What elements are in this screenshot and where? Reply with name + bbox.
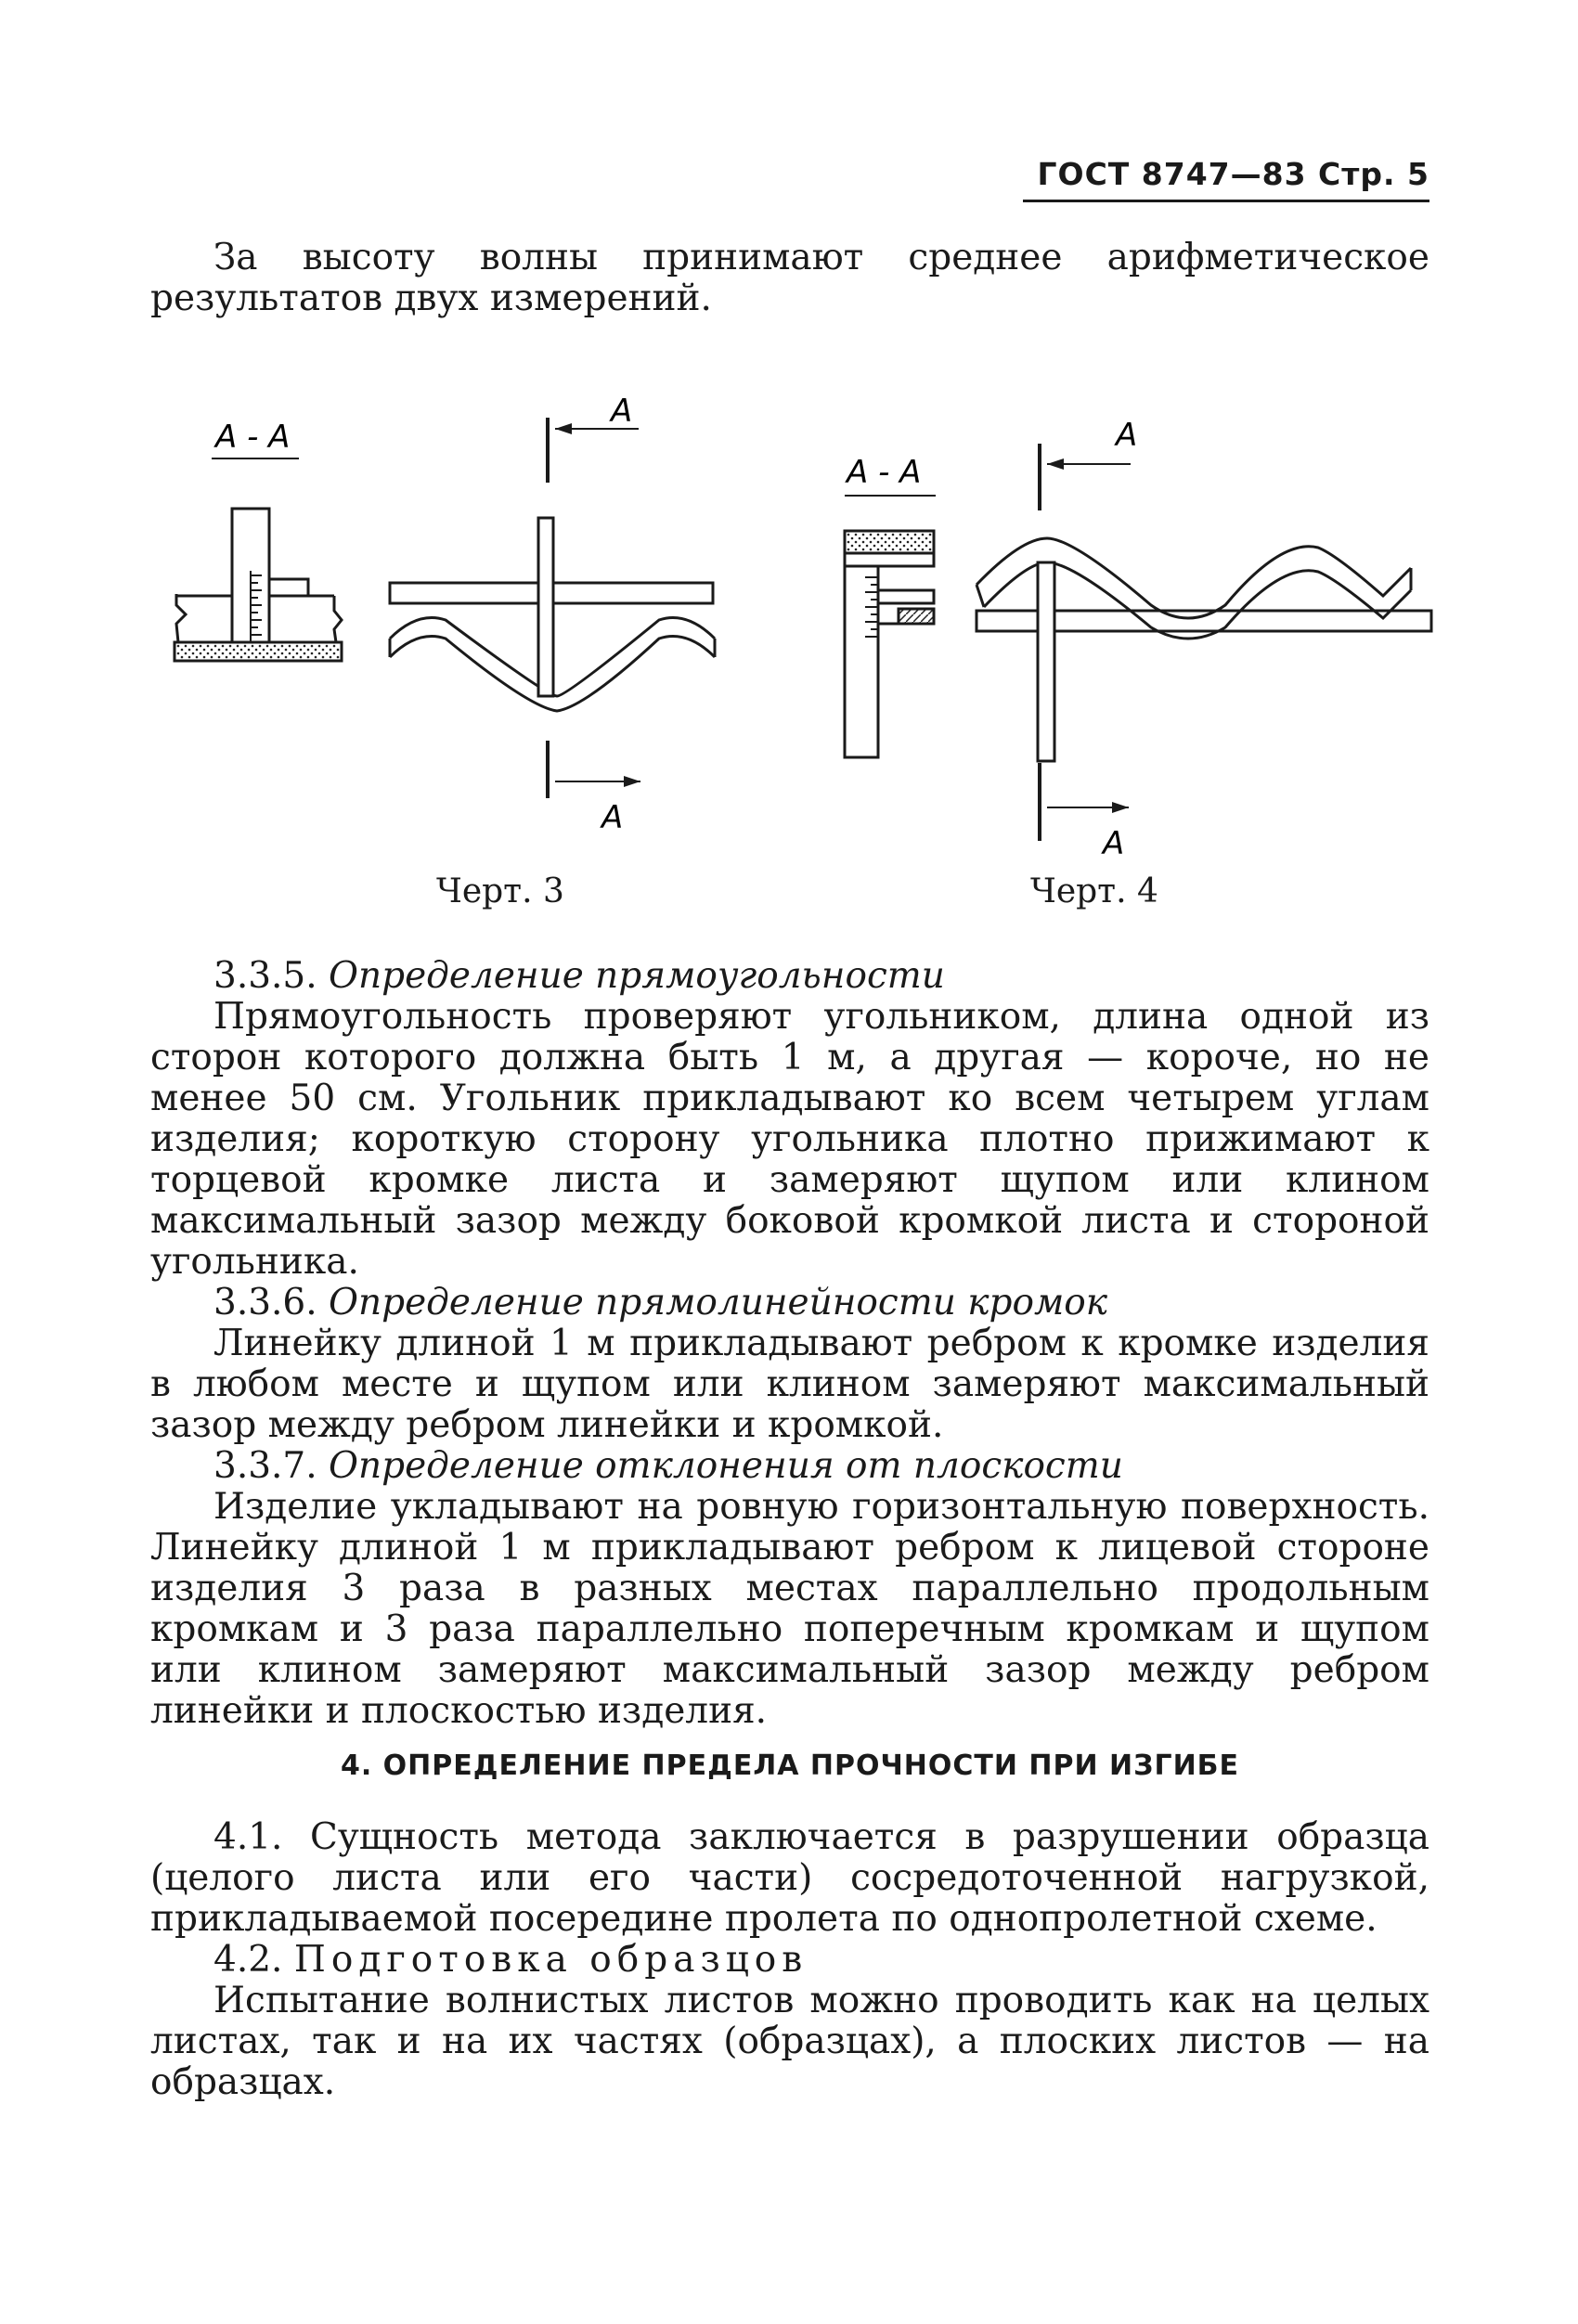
section-4-2-heading <box>150 1940 1429 1981</box>
section-3-3-5-number: 3.3.5. <box>213 955 317 997</box>
section-4-2-number: 4.2. <box>213 1939 283 1981</box>
fig4-section-label: А - А <box>847 454 922 491</box>
fig4-marker-bottom: А <box>1103 825 1125 862</box>
figure-3-caption: Черт. 3 <box>436 872 564 910</box>
section-3-3-6-title: Определение прямолинейности кромок <box>329 1282 1108 1323</box>
figure-3-drawing <box>158 381 752 882</box>
page-header: ГОСТ 8747—83 Стр. 5 <box>1037 156 1429 192</box>
figure-4-caption: Черт. 4 <box>1030 872 1158 910</box>
section-3-3-5-heading <box>150 956 1429 997</box>
sections-4-block <box>150 1817 1429 2103</box>
section-4-2-body: Испытание волнистых листов можно проводить как на целых листах, так и на их частях (образцах), а плоских листов — на образцах. <box>150 1980 1429 2103</box>
fig4-marker-top: А <box>1116 417 1138 454</box>
section-4-2-title: Подготовка образцов <box>293 1939 808 1981</box>
section-3-3-7-number: 3.3.7. <box>213 1445 317 1487</box>
intro-paragraph <box>150 238 1429 319</box>
fig3-marker-bottom: А <box>601 799 624 836</box>
section-3-3-7-heading <box>150 1446 1429 1487</box>
section-3-3-7-body: Изделие укладывают на ровную горизонтальную поверхность. Линейку длиной 1 м прикладывают ребром к лицевой стороне изделия 3 раза в разных местах параллельно продольным кромкам и 3 раза параллельно поперечным кромкам и щупом или клином замеряют максимальный зазор между ребром линейки и плоскостью изделия. <box>150 1486 1429 1732</box>
fig3-section-label: А - А <box>215 419 291 456</box>
section-3-3-6-number: 3.3.6. <box>213 1282 317 1323</box>
section-3-3-6-heading <box>150 1283 1429 1323</box>
section-4-heading: 4. ОПРЕДЕЛЕНИЕ ПРЕДЕЛА ПРОЧНОСТИ ПРИ ИЗГИБЕ <box>340 1749 1240 1782</box>
section-4-1-text: 4.1. Сущность метода заключается в разрушении образца (целого листа или его части) сосредоточенной нагрузкой, прикладываемой посередине пролета по однопролетной схеме. <box>150 1816 1429 1940</box>
header-rule <box>1023 200 1429 202</box>
section-3-3-5-title: Определение прямоугольности <box>329 955 945 997</box>
figure-4-drawing <box>817 399 1448 882</box>
section-3-3-5-body: Прямоугольность проверяют угольником, длина одной из сторон которого должна быть 1 м, а другая — короче, но не менее 50 см. Угольник прикладывают ко всем четырем углам изделия; короткую сторону угольника плотно прижимают к торцевой кромке листа и замеряют щупом или клином максимальный зазор между боковой кромкой листа и стороной угольника. <box>150 996 1429 1283</box>
sections-3-3-block <box>150 956 1429 1732</box>
intro-text: За высоту волны принимают среднее арифметическое результатов двух измерений. <box>150 237 1429 319</box>
section-3-3-6-body: Линейку длиной 1 м прикладывают ребром к кромке изделия в любом месте и щупом или клином замеряют максимальный зазор между ребром линейки и кромкой. <box>150 1323 1429 1446</box>
section-3-3-7-title: Определение отклонения от плоскости <box>329 1445 1123 1487</box>
fig3-marker-top: А <box>611 393 633 430</box>
